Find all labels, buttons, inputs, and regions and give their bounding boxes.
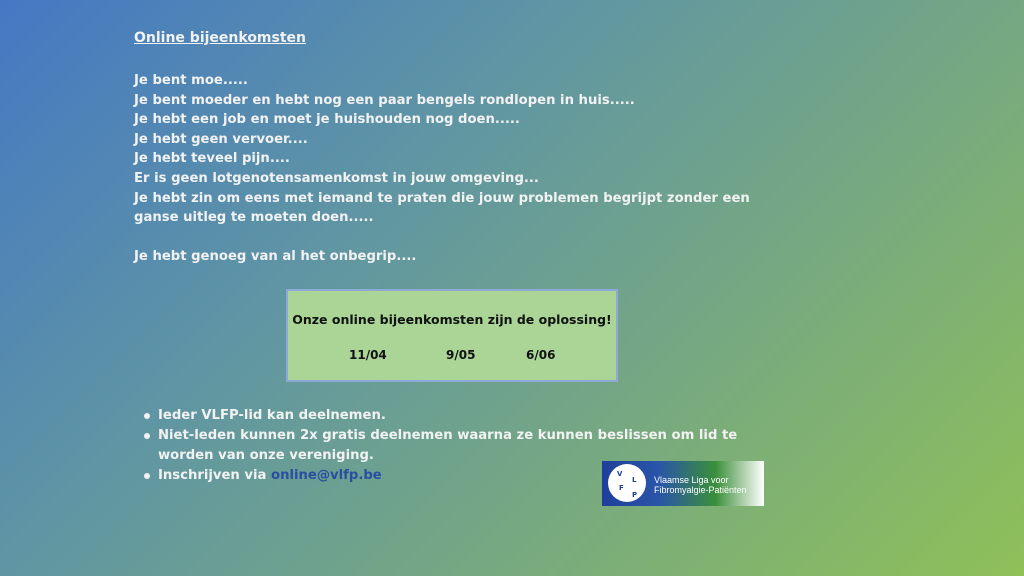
vlfp-logo xyxy=(602,461,764,506)
dates-box-title: Onze online bijeenkomsten zijn de oplossing! xyxy=(292,312,612,327)
list-item: Ieder VLFP-lid kan deelnemen. xyxy=(140,406,780,426)
intro-line: Je bent moe..... xyxy=(134,73,248,88)
logo-letter: F xyxy=(619,484,624,492)
intro-text xyxy=(134,71,784,228)
logo-letter: L xyxy=(632,476,637,484)
intro-line: Je hebt een job en moet je huishouden nog doen..... xyxy=(134,112,520,128)
logo-letter: V xyxy=(617,470,623,478)
closing-text: Je hebt genoeg van al het onbegrip.... xyxy=(134,249,417,264)
intro-line: Je hebt zin om eens met iemand te praten die jouw problemen begrijpt zonder een ganse uitleg te moeten doen..... xyxy=(134,190,750,226)
logo-emblem-icon xyxy=(608,464,646,502)
logo-line2: Fibromyalgie-Patiënten xyxy=(654,485,747,495)
signup-prefix: Inschrijven via xyxy=(158,468,272,483)
date-item: 11/04 xyxy=(349,348,387,362)
logo-text xyxy=(654,475,747,495)
intro-line: Er is geen lotgenotensamenkomst in jouw omgeving... xyxy=(134,170,539,186)
date-item: 6/06 xyxy=(526,348,556,362)
page-heading: Online bijeenkomsten xyxy=(134,30,307,46)
intro-line: Je hebt teveel pijn.... xyxy=(134,151,290,167)
dates-box xyxy=(286,289,618,382)
logo-line1: Vlaamse Liga voor xyxy=(654,475,729,485)
date-item: 9/05 xyxy=(446,348,476,362)
intro-line: Je bent moeder en hebt nog een paar bengels rondlopen in huis..... xyxy=(134,92,635,108)
logo-letter: P xyxy=(632,491,638,499)
intro-line: Je hebt geen vervoer.... xyxy=(134,131,308,147)
email-link[interactable]: online@vlfp.be xyxy=(271,468,382,483)
list-item: Niet-leden kunnen 2x gratis deelnemen waarna ze kunnen beslissen om lid te worden van onze vereniging. xyxy=(140,426,780,466)
